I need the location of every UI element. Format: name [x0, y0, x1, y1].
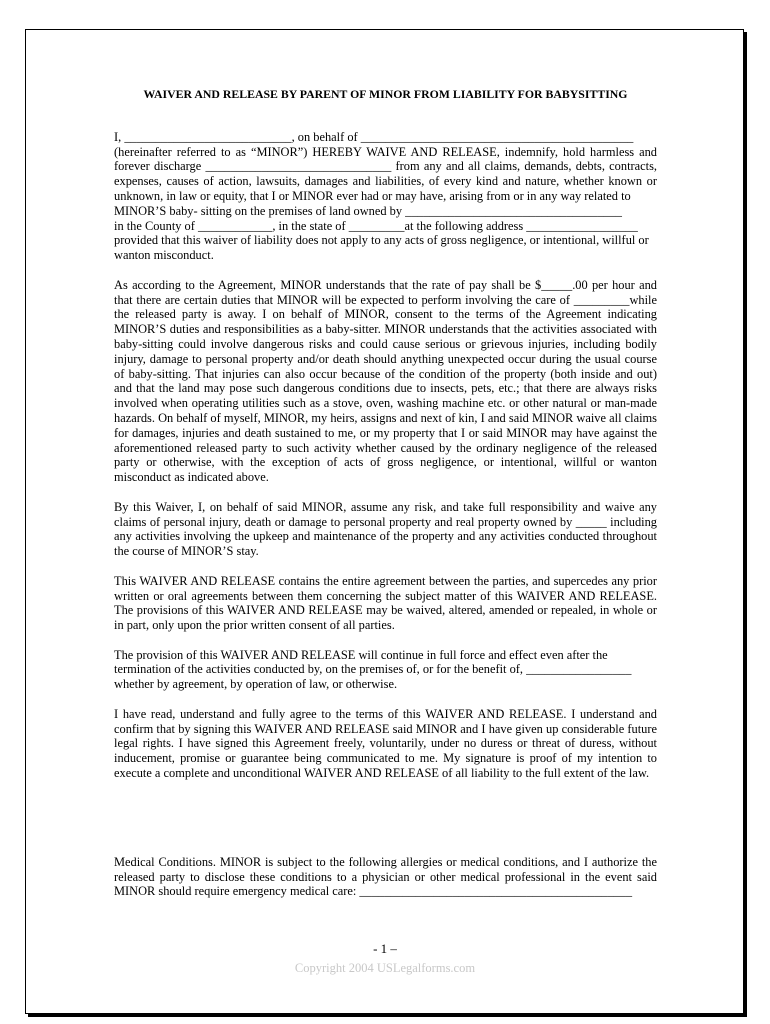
paragraph-agreement: As according to the Agreement, MINOR understands that the rate of pay shall be $_____.00 per hour and that there are certain duties that MINOR will be expected to perform involving the care of _________while the released party is away. I on behalf of MINOR, consent to the terms of the Agreement indicating MINOR’S duties and responsibilities as a baby-sitter. MINOR understands that the activities associated with baby-sitting could involve dangerous risks and could cause serious or grievous injuries, including bodily injury, damage to personal property and/or death should anything unexpected occur during the usual course of baby-sitting. That injuries can also occur because of the condition of the property (both inside and out) and that the land may pose such dangerous conditions due to insects, pets, etc.; that there are always risks involved when operating utilities such as a stove, oven, washing machine etc. or other natural or man-made hazards. On behalf of myself, MINOR, my heirs, assigns and next of kin, I and said MINOR waive all claims for damages, injuries and death sustained to me, or my property that I or said MINOR may have against the aforementioned released party to such activity whether caused by the ordinary negligence of the released party or otherwise, with the exception of acts of gross negligence, or intentional, willful or wanton misconduct as indicated above. [114, 277, 657, 485]
paragraph-parties [114, 130, 657, 263]
paragraph-continuation [114, 648, 657, 692]
line-continuation-2: termination of the activities conducted by, on the premises of, or for the benefit of, _________________ [114, 662, 632, 677]
line-location: in the County of ____________, in the state of _________at the following address __________________ [114, 218, 638, 233]
line-parties: I, ___________________________, on behalf of ____________________________________________ [114, 129, 634, 144]
paragraph-assume-risk: By this Waiver, I, on behalf of said MINOR, assume any risk, and take full responsibility and waive any claims of personal injury, death or damage to personal property and real property owned by _____ including any activities involving the upkeep and maintenance of the property and any activities conducted throughout the course of MINOR’S stay. [114, 499, 657, 559]
paragraph-acknowledgement: I have read, understand and fully agree to the terms of this WAIVER AND RELEASE. I understand and confirm that by signing this WAIVER AND RELEASE said MINOR and I have given up considerable future legal rights. I have signed this Agreement freely, voluntarily, under no duress or threat of duress, without inducement, promise or guarantee being communicated to me. My signature is proof of my intention to execute a complete and unconditional WAIVER AND RELEASE of all liability to the full extent of the law. [114, 706, 657, 781]
paragraph-medical-conditions: Medical Conditions. MINOR is subject to the following allergies or medical conditions, and I authorize the released party to disclose these conditions to a physician or other medical professional in the event said MINOR should require emergency medical care: ____________________________________________ [114, 854, 657, 899]
document-title: WAIVER AND RELEASE BY PARENT OF MINOR FROM LIABILITY FOR BABYSITTING [143, 87, 628, 101]
line-continuation-3: whether by agreement, by operation of law, or otherwise. [114, 677, 398, 692]
paragraph-entire-agreement: This WAIVER AND RELEASE contains the entire agreement between the parties, and supercedes any prior written or oral agreements between them concerning the subject matter of this WAIVER AND RELEASE. The provisions of this WAIVER AND RELEASE may be waived, altered, amended or repealed, in whole or in part, only upon the prior written consent of all parties. [114, 573, 657, 633]
line-premises: MINOR’S baby- sitting on the premises of land owned by ___________________________________ [114, 203, 622, 218]
line-proviso: provided that this waiver of liability does not apply to any acts of gross negligence, or intentional, willful or wanton misconduct. [114, 233, 649, 263]
line-continuation-1: The provision of this WAIVER AND RELEASE will continue in full force and effect even after the [114, 647, 608, 662]
page-number: - 1 – [373, 941, 397, 956]
copyright-notice: Copyright 2004 USLegalforms.com [294, 961, 476, 975]
document-body [114, 87, 657, 899]
line-release: (hereinafter referred to as “MINOR”) HEREBY WAIVE AND RELEASE, indemnify, hold harmless and forever discharge ______________________________ from any and all claims, demands, debts, contracts, expenses, causes of action, lawsuits, damages and liabilities, of every kind and nature, whether known or unknown, in law or equity, that I or MINOR ever had or may have, arising from or in any way related to [114, 144, 657, 203]
